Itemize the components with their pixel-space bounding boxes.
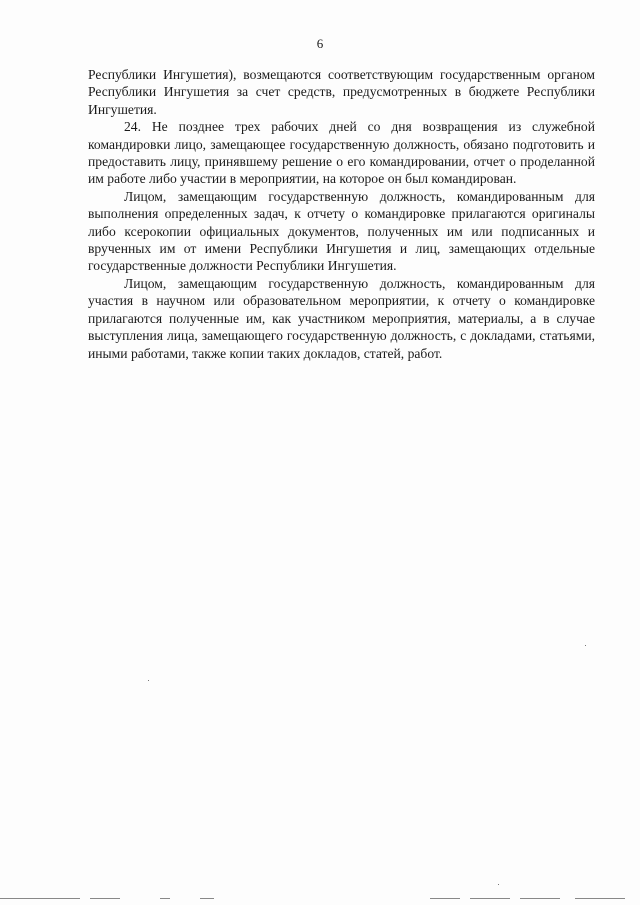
scan-artifact-dot bbox=[148, 680, 149, 681]
scan-artifact-line bbox=[575, 898, 625, 899]
scan-artifact-dot bbox=[498, 884, 499, 885]
page-number: 6 bbox=[316, 36, 324, 51]
scan-artifact-line bbox=[90, 898, 120, 899]
scan-artifact-line bbox=[160, 898, 170, 899]
scan-artifact-line bbox=[470, 898, 510, 899]
scan-artifact-line bbox=[200, 898, 214, 899]
paragraph-scientific-event: Лицом, замещающим государственную должность, командированным для участия в научном или образовательном мероприятии, к отчету о командировке прилагаются полученные им, как участником мероприятия, материалы, а в случае выступления лица, замещающего государственную должность, с докладами, статьями, иными работами, также копии таких докладов, статей, работ. bbox=[88, 275, 595, 361]
paragraph-official-documents: Лицом, замещающим государственную должность, командированным для выполнения определенных задач, к отчету о командировке прилагаются оригиналы либо ксерокопии официальных документов, полученных им или подписанных и врученных им от имени Республики Ингушетия и лиц, замещающих отдельные государственные должности Республики Ингушетия. bbox=[88, 188, 595, 274]
scan-artifact-dot bbox=[585, 645, 586, 646]
paragraph-continuation: Республики Ингушетия), возмещаются соответствующим государственным органом Республики Ингушетия за счет средств, предусмотренных в бюджете Республики Ингушетия. bbox=[88, 67, 595, 117]
scan-artifact-line bbox=[520, 898, 560, 899]
scan-artifact-line bbox=[0, 898, 80, 899]
scan-artifact-line bbox=[430, 898, 460, 899]
document-body bbox=[88, 66, 595, 362]
paragraph-item-24: 24. Не позднее трех рабочих дней со дня возвращения из служебной командировки лицо, замещающее государственную должность, обязано подготовить и предоставить лицу, принявшему решение о его командировании, отчет о проделанной им работе либо участии в мероприятии, на которое он был командирован. bbox=[88, 119, 595, 187]
